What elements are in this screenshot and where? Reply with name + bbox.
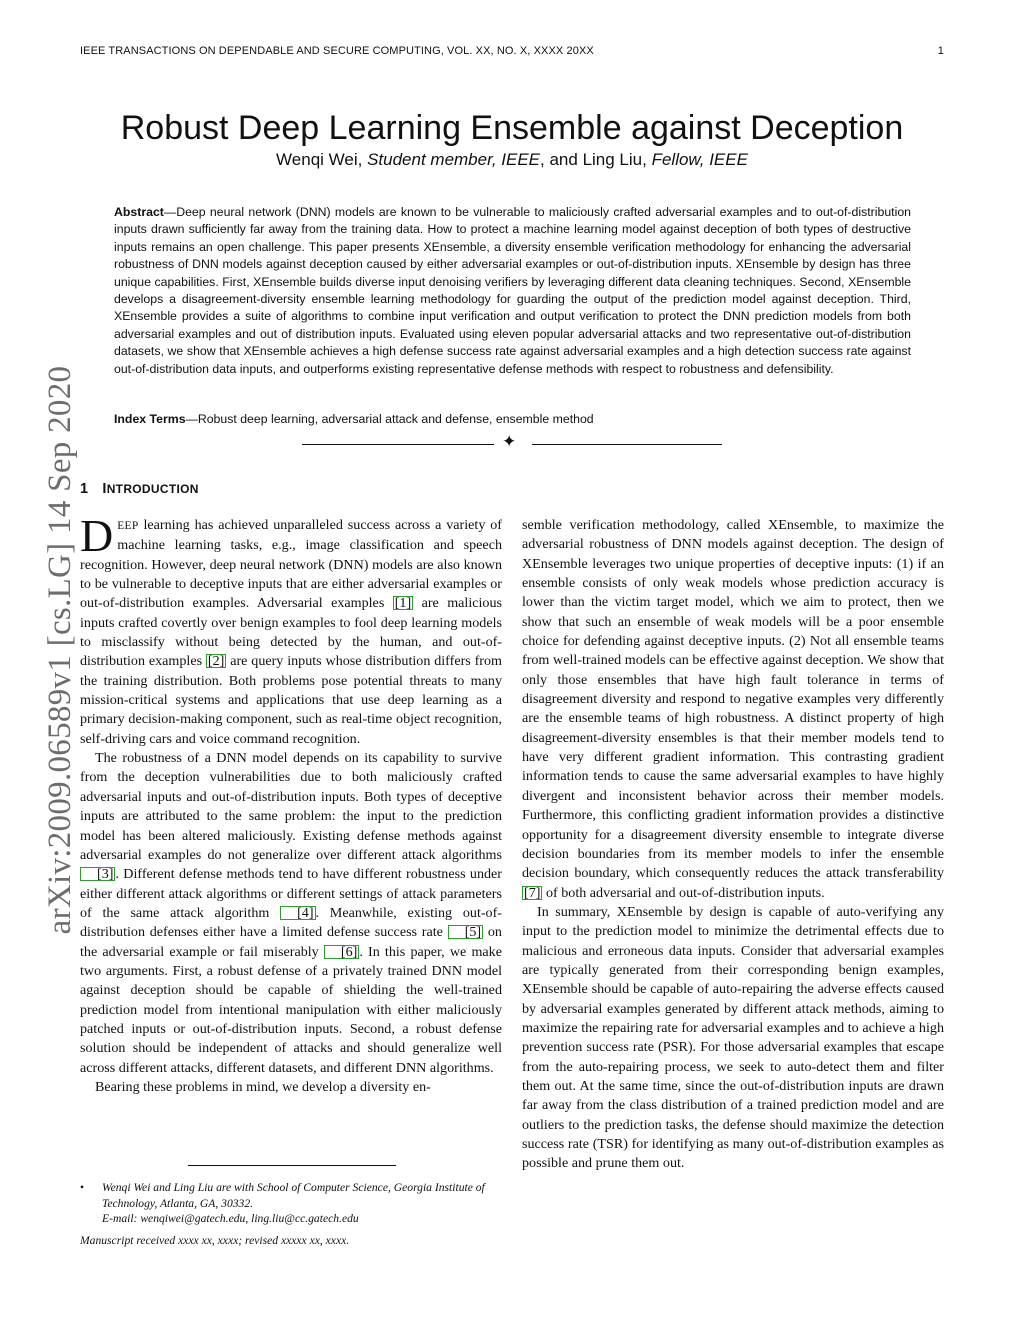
paragraph — [522, 516, 944, 903]
section-divider — [302, 432, 722, 455]
divider-line — [302, 444, 494, 445]
index-terms-text: —Robust deep learning, adversarial attack and defense, ensemble method — [185, 412, 594, 426]
footnote-email: E-mail: wenqiwei@gatech.edu, ling.liu@cc.gatech.edu — [102, 1212, 359, 1226]
text-run: . In this paper, we make two arguments. First, a robust defense of a privately trained DNN model against deception should be capable of shielding the well-trained prediction model from intentional manipulation with either maliciously patched inputs or out-of-distribution inputs. Second, a robust defense solution should be independent of attacks and should generalize well across different attacks, different datasets, and different DNN algorithms. — [80, 943, 502, 1076]
manuscript-note: Manuscript received xxxx xx, xxxx; revised xxxxx xx, xxxx. — [80, 1234, 350, 1247]
abstract — [114, 204, 911, 378]
index-terms — [114, 412, 911, 426]
section-title-rest: NTRODUCTION — [106, 482, 199, 496]
arxiv-identifier-stamp: arXiv:2009.06589v1 [cs.LG] 14 Sep 2020 — [42, 365, 78, 935]
section-title-initial: I — [102, 481, 107, 497]
smallcaps-lead: EEP — [117, 520, 139, 532]
section-heading — [80, 481, 199, 497]
text-run: are query inputs whose distribution differs from the training distribution. Both problems pose potential threats to many mission-critical systems and applications that use deep learning as a primary decision-making component, such as real-time object recognition, self-driving cars and voice command recognition. — [80, 653, 502, 747]
text-run: learning has achieved unparalleled success across a variety of machine learning tasks, e.g., image classification and speech recognition. However, deep neural network (DNN) models are also known to be vulnerable to deceptive inputs that are either adversarial examples or out-of-distribution examples. Adversarial examples — [80, 517, 502, 612]
index-terms-label: Index Terms — [114, 412, 186, 426]
running-header — [80, 45, 944, 57]
abstract-text: —Deep neural network (DNN) models are known to be vulnerable to maliciously crafted adversarial examples and to out-of-distribution inputs drawn sufficiently far away from the training data. How to protect a machine learning model against deception of both types of destructive inputs remains an open challenge. This paper presents XEnsemble, a diversity ensemble verification methodology for enhancing the adversarial robustness of DNN models against deception caused by either adversarial examples or out-of-distribution inputs. XEnsemble by design has three unique capabilities. First, XEnsemble builds diverse input denoising verifiers by leveraging different data cleaning techniques. Second, XEnsemble develops a disagreement-diversity ensemble learning methodology for guarding the output of the prediction model against deception. Third, XEnsemble provides a suite of algorithms to combine input verification and output verification to protect the DNN prediction models from both adversarial examples and out of distribution inputs. Evaluated using eleven popular adversarial attacks and two representative out-of-distribution datasets, we show that XEnsemble achieves a high defense success rate against adversarial examples and a high detection success rate against out-of-distribution data inputs, and outperforms existing representative defense methods with respect to robustness and defensibility. — [114, 205, 911, 376]
citation-link[interactable]: [5] — [448, 925, 483, 939]
drop-cap: D — [80, 510, 114, 561]
text-run: on the adversarial example or fail miserably — [80, 924, 502, 960]
author-line: Wenqi Wei, Student member, IEEE, and Ling Liu, Fellow, IEEE — [276, 150, 748, 169]
citation-link[interactable]: [3] — [80, 867, 115, 881]
text-run: of both adversarial and out-of-distribution inputs. — [542, 884, 825, 901]
footnote-rule — [188, 1165, 396, 1166]
author-name: Ling Liu — [582, 150, 643, 169]
divider-star-icon: ✦ — [502, 432, 517, 451]
citation-link[interactable]: [2] — [207, 653, 225, 670]
paragraph — [80, 510, 502, 749]
citation-link[interactable]: [6] — [324, 945, 359, 959]
right-column — [522, 516, 944, 1174]
citation-link[interactable]: [4] — [280, 906, 315, 920]
author-name: Wenqi Wei — [276, 150, 358, 169]
text-run: . Meanwhile, existing out-of-distribution defenses either have a limited defense success rate — [80, 904, 502, 941]
abstract-label: Abstract — [114, 205, 164, 219]
paragraph — [80, 749, 502, 1078]
page-number: 1 — [937, 45, 944, 57]
citation-link[interactable]: [7] — [524, 884, 541, 901]
bullet-icon: • — [80, 1181, 85, 1194]
footnote-text: Wenqi Wei and Ling Liu are with School of Computer Science, Georgia Institute of Technology, Atlanta, GA, 30332. — [102, 1181, 485, 1210]
paragraph: Bearing these problems in mind, we develop a diversity en- — [95, 1078, 431, 1095]
paper-title: Robust Deep Learning Ensemble against Deception — [120, 108, 904, 147]
text-run: semble verification methodology, called XEnsemble, to maximize the adversarial robustness of DNN models against deception. The design of XEnsemble leverages two unique properties of deceptive inputs: (1) if an ensemble consists of only weak models whose prediction accuracy is lower than the victim target model, which we aim to protect, then we show that such an ensemble of weak models will be a poor ensemble choice for defending against deceptive inputs. (2) Not all ensemble teams from well-trained models can be effective against deception. We show that only those ensembles that have high fault tolerance in terms of disagreement diversity and respond to negative examples very differently are the ensemble teams of high robustness. A distinct property of high disagreement-diversity ensembles is that their member models tend to have very different gradient information. This contrasting gradient information tends to cause the same adversarial examples to have highly divergent and inconsistent behavior across their member models. Furthermore, this conflicting gradient information provides a distinctive opportunity for a disagreement diversity ensemble to integrate diverse decision boundaries from its member models to infer the ensemble decision boundary, which consequently reduces the attack transferability — [522, 517, 944, 882]
author-role: Student member, IEEE — [367, 150, 540, 169]
left-column — [80, 510, 502, 1097]
text-run: The robustness of a DNN model depends on its capability to survive from the deception vulnerabilities due to both maliciously crafted adversarial inputs and out-of-distribution inputs. Both types of deceptive inputs are attributed to the same problem: the input to the prediction model has been altered maliciously. Existing defense methods against adversarial examples do not generalize over different attack algorithms — [80, 750, 502, 863]
section-number: 1 — [80, 481, 89, 497]
text-run: are malicious inputs crafted covertly over benign examples to fool deep learning models to misclassify without being detected by the human, and out-of-distribution examples — [80, 595, 502, 670]
author-conjunction: and — [549, 150, 578, 169]
author-role: Fellow, IEEE — [651, 150, 748, 169]
citation-link[interactable]: [1] — [394, 595, 412, 612]
text-run: . Different defense methods tend to have different robustness under either different attack algorithms or different settings of attack parameters of the same attack algorithm — [80, 866, 502, 921]
journal-running-title: IEEE TRANSACTIONS ON DEPENDABLE AND SECURE COMPUTING, VOL. XX, NO. X, XXXX 20XX — [80, 45, 594, 57]
paragraph: In summary, XEnsemble by design is capable of auto-verifying any input to the prediction model to minimize the detrimental effects due to malicious and erroneous data inputs. Consider that adversarial examples are typically generated from their corresponding benign examples, XEnsemble should be capable of auto-repairing the adverse effects caused by adversarial examples generated by different attack methods, aiming to maximize the repairing rate for adversarial examples and to achieve a high prevention success rate (PSR). For those adversarial examples that escape from the auto-repairing process, we seek to auto-detect them and filter them out. At the same time, since the out-of-distribution inputs are drawn far away from the class distribution of a trained prediction model and are outliers to the prediction tasks, the defense should maximize the detection success rate (TSR) for identifying as many out-of-distribution examples as possible and prune them out. — [522, 903, 944, 1172]
divider-line — [532, 444, 722, 445]
author-affiliation-footnote — [80, 1180, 502, 1227]
